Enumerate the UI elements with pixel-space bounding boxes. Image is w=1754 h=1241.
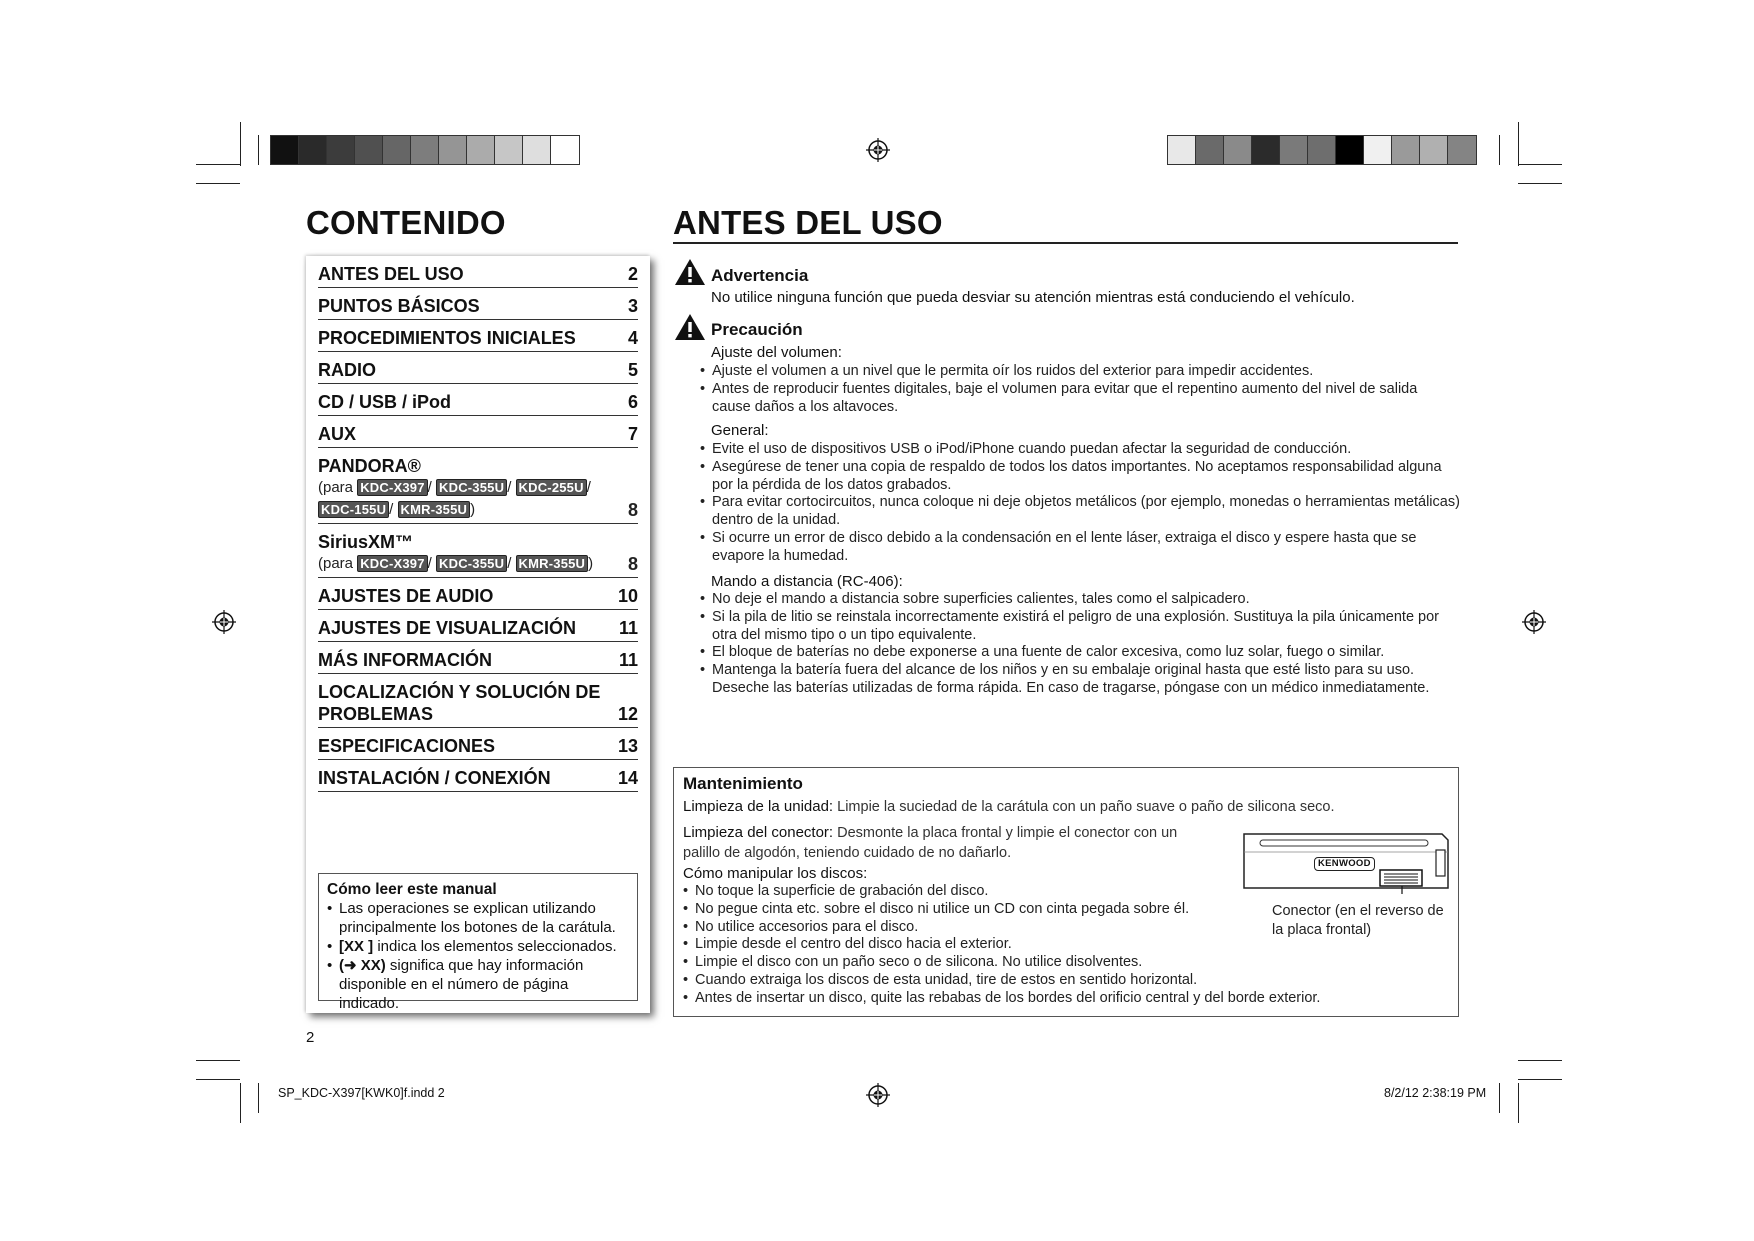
toc-entry[interactable]	[318, 760, 638, 792]
toc-entry-label: LOCALIZACIÓN Y SOLUCIÓN DE	[318, 682, 601, 702]
maintenance-title: Mantenimiento	[683, 774, 803, 793]
how-to-title: Cómo leer este manual	[327, 881, 497, 898]
list-item: • Limpie el disco con un paño seco o de silicona. No utilice disolventes.	[683, 954, 1443, 972]
color-swatch	[1308, 136, 1336, 164]
toc-entry-label: ESPECIFICACIONES	[318, 736, 496, 756]
toc-entry-page: 14	[617, 768, 638, 788]
color-swatch	[495, 136, 523, 164]
crop-mark	[240, 122, 241, 166]
remote-title: Mando a distancia (RC-406):	[711, 573, 903, 590]
toc-entry-label: AUX	[318, 424, 357, 444]
color-swatch	[439, 136, 467, 164]
color-swatch	[523, 136, 551, 164]
list-item: • Asegúrese de tener una copia de respaldo de todos los datos importantes. No aceptamos responsabilidad alguna por la pérdida de los datos grabados.	[700, 459, 1460, 495]
contents-title: CONTENIDO	[306, 204, 506, 241]
list-item: • Evite el uso de dispositivos USB o iPod/iPhone cuando puedan afectar la seguridad de conducción.	[700, 441, 1460, 459]
toc-entry-label: PROBLEMAS	[318, 704, 434, 724]
crop-mark	[1518, 1079, 1562, 1080]
toc-entry-page: 3	[627, 296, 638, 316]
list-item: • Mantenga la batería fuera del alcance de los niños y en su embalaje original hasta que esté listo para su uso. Deseche las baterías utilizadas de forma rápida. En caso de tragarse, póngase con un médico inmediatamente.	[700, 662, 1460, 698]
inline-label: Limpieza de la unidad:	[683, 798, 834, 815]
crop-mark	[1518, 1083, 1519, 1123]
list-item: • Limpie desde el centro del disco hacia el exterior.	[683, 936, 1443, 954]
warning-icon	[674, 258, 706, 286]
brand-logo: KENWOOD	[1314, 857, 1375, 871]
connector-caption: Conector (en el reverso de la placa frontal)	[1272, 903, 1444, 938]
inline-text: Desmonte la placa frontal y limpie el conector con un palillo de algodón, teniendo cuidado de no dañarlo.	[683, 825, 1178, 861]
model-separator: /	[389, 501, 394, 518]
model-tag: KDC-X397	[357, 479, 427, 496]
toc-entry-label: CD / USB / iPod	[318, 392, 452, 412]
color-swatch	[1252, 136, 1280, 164]
color-swatch	[355, 136, 383, 164]
toc-entry-label: RADIO	[318, 360, 376, 380]
toc-entry-page: 10	[617, 586, 638, 606]
crop-mark	[1518, 122, 1519, 166]
color-swatch	[1392, 136, 1420, 164]
color-bar-right	[1167, 135, 1477, 165]
color-swatch	[411, 136, 439, 164]
color-swatch	[299, 136, 327, 164]
toc-entry[interactable]	[318, 352, 638, 384]
model-separator: /	[507, 555, 512, 572]
crop-mark	[1518, 1060, 1562, 1061]
toc-entry-models	[318, 553, 638, 575]
discs-title: Cómo manipular los discos:	[683, 865, 868, 882]
model-separator: /	[427, 555, 432, 572]
toc-entry-siriusxm[interactable]	[318, 524, 638, 578]
registration-mark-icon	[866, 1083, 890, 1107]
list-item	[327, 937, 629, 956]
color-swatch	[271, 136, 299, 164]
list-item: • Antes de reproducir fuentes digitales, baje el volumen para evitar que el repentino aumento del nivel de salida cause daños a los altavoces.	[700, 381, 1460, 417]
crop-mark	[258, 135, 259, 165]
toc-entry-troubleshooting[interactable]	[318, 674, 638, 728]
toc-entry-page: 2	[627, 264, 638, 284]
how-to-list	[327, 899, 629, 1013]
toc-entry[interactable]	[318, 416, 638, 448]
toc-entry[interactable]	[318, 320, 638, 352]
title-rule	[673, 242, 1458, 244]
toc-entry-page: 12	[617, 704, 638, 724]
remote-list	[700, 591, 1460, 698]
toc-entry-line	[318, 703, 638, 725]
page-number: 2	[306, 1029, 315, 1046]
toc-entry[interactable]	[318, 642, 638, 674]
inline-bold: (➜ XX)	[339, 957, 386, 974]
toc-entry[interactable]	[318, 578, 638, 610]
model-tag: KDC-355U	[436, 479, 507, 496]
list-item: • No toque la superficie de grabación del disco.	[683, 883, 1443, 901]
toc-entry-page: 13	[617, 736, 638, 756]
general-title: General:	[711, 422, 769, 439]
crop-mark	[196, 1079, 240, 1080]
color-swatch	[1420, 136, 1448, 164]
volume-title: Ajuste del volumen:	[711, 344, 842, 361]
color-swatch	[551, 136, 579, 164]
model-tag: KDC-355U	[436, 555, 507, 572]
toc-entry-models	[318, 477, 638, 499]
crop-mark	[196, 1060, 240, 1061]
toc-entry-models-2	[318, 499, 638, 521]
toc-entry-label: PANDORA®	[318, 456, 421, 476]
list-item: • El bloque de baterías no debe exponerse a una fuente de calor excesiva, como luz solar, fuego o similar.	[700, 644, 1460, 662]
footer-timestamp: 8/2/12 2:38:19 PM	[1384, 1086, 1487, 1100]
list-item: • Si ocurre un error de disco debido a la condensación en el lente láser, extraiga el disco y espere hasta que se evapore la humedad.	[700, 530, 1460, 566]
toc-entry-page: 8	[627, 554, 638, 574]
crop-mark	[196, 164, 240, 165]
unit-cleaning	[683, 798, 1443, 817]
toc-entry-label: PROCEDIMIENTOS INICIALES	[318, 328, 576, 348]
list-item: • Para evitar cortocircuitos, nunca coloque ni deje objetos metálicos (por ejemplo, monedas o herramientas metálicas) dentro de la unidad.	[700, 494, 1460, 530]
how-to-read-box	[318, 873, 638, 1012]
maintenance-box	[673, 767, 1459, 1017]
toc-entry-label: ANTES DEL USO	[318, 264, 464, 284]
list-item: • No pegue cinta etc. sobre el disco ni utilice un CD con cinta pegada sobre él.	[683, 901, 1443, 919]
registration-mark-icon	[1522, 610, 1546, 634]
list-item: • Si la pila de litio se reinstala incorrectamente existirá el peligro de una explosión. Sustituya la pila únicamente por otra del mismo tipo o un tipo equivalente.	[700, 609, 1460, 645]
list-item	[327, 956, 629, 1013]
inline-text: Limpie la suciedad de la carátula con un paño suave o paño de silicona seco.	[833, 799, 1335, 815]
color-swatch	[383, 136, 411, 164]
list-item: • Las operaciones se explican utilizando principalmente los botones de la carátula.	[327, 899, 629, 937]
toc-entry-label: MÁS INFORMACIÓN	[318, 650, 492, 670]
model-separator: /	[427, 479, 432, 496]
list-item: • Antes de insertar un disco, quite las rebabas de los bordes del orificio central y del borde exterior.	[683, 990, 1443, 1008]
toc-entry-page: 11	[618, 650, 638, 670]
model-tag: KMR-355U	[398, 501, 471, 518]
volume-list	[700, 363, 1460, 416]
toc-entry[interactable]	[318, 256, 638, 288]
toc-entry-page: 11	[618, 618, 638, 638]
toc-entry-page: 6	[627, 392, 638, 412]
general-list	[700, 441, 1460, 566]
color-swatch	[327, 136, 355, 164]
before-use-title: ANTES DEL USO	[673, 204, 943, 241]
toc-entry[interactable]	[318, 288, 638, 320]
warning-text: No utilice ninguna función que pueda desviar su atención mientras está conduciendo el vehículo.	[711, 289, 1355, 306]
inline-text: indica los elementos seleccionados.	[373, 938, 617, 955]
color-swatch	[467, 136, 495, 164]
model-close: )	[588, 555, 594, 572]
toc-entry-page: 5	[627, 360, 638, 380]
model-tag: KMR-355U	[516, 555, 589, 572]
list-item: • Ajuste el volumen a un nivel que le permita oír los ruidos del exterior para impedir accidentes.	[700, 363, 1460, 381]
caution-icon	[674, 313, 706, 341]
crop-mark	[240, 1083, 241, 1123]
toc-entry-pandora[interactable]	[318, 448, 638, 524]
footer-file: SP_KDC-X397[KWK0]f.indd 2	[278, 1086, 445, 1100]
crop-mark	[1499, 1083, 1500, 1113]
model-tag: KDC-X397	[357, 555, 427, 572]
color-swatch	[1224, 136, 1252, 164]
toc-entry-label: AJUSTES DE AUDIO	[318, 586, 494, 606]
inline-text: significa que hay información disponible en el número de página indicado.	[339, 957, 584, 1012]
color-swatch	[1336, 136, 1364, 164]
color-swatch	[1168, 136, 1196, 164]
color-swatch	[1448, 136, 1476, 164]
model-prefix: (para	[318, 555, 354, 572]
model-prefix: (para	[318, 479, 354, 496]
toc-entry-page: 4	[627, 328, 638, 348]
crop-mark	[1518, 164, 1562, 165]
caution-title: Precaución	[711, 320, 803, 339]
warning-title: Advertencia	[711, 266, 809, 285]
toc-entry-label: SiriusXM™	[318, 532, 414, 552]
crop-mark	[1499, 135, 1500, 165]
faceplate-illustration	[1242, 832, 1452, 894]
list-item: • No utilice accesorios para el disco.	[683, 919, 1443, 937]
crop-mark	[258, 1083, 259, 1113]
contents-panel	[306, 256, 650, 1013]
crop-mark	[1518, 183, 1562, 184]
toc-entry-page: 7	[627, 424, 638, 444]
crop-mark	[196, 183, 240, 184]
list-item: • Cuando extraiga los discos de esta unidad, tire de estos en sentido horizontal.	[683, 972, 1443, 990]
contents-list	[318, 256, 638, 792]
color-bar-left	[270, 135, 580, 165]
model-close: )	[470, 501, 476, 518]
model-separator: /	[586, 479, 591, 496]
registration-mark-icon	[212, 610, 236, 634]
registration-mark-icon	[866, 138, 890, 162]
toc-entry-label: AJUSTES DE VISUALIZACIÓN	[318, 618, 577, 638]
inline-label: Limpieza del conector:	[683, 824, 834, 841]
model-separator: /	[507, 479, 512, 496]
toc-entry[interactable]	[318, 384, 638, 416]
model-tag: KDC-155U	[318, 501, 389, 518]
color-swatch	[1280, 136, 1308, 164]
color-swatch	[1364, 136, 1392, 164]
toc-entry-label: INSTALACIÓN / CONEXIÓN	[318, 768, 551, 788]
connector-cleaning	[683, 823, 1213, 863]
toc-entry-page: 8	[627, 500, 638, 520]
toc-entry[interactable]	[318, 728, 638, 760]
color-swatch	[1196, 136, 1224, 164]
list-item: • No deje el mando a distancia sobre superficies calientes, tales como el salpicadero.	[700, 591, 1460, 609]
toc-entry[interactable]	[318, 610, 638, 642]
inline-bold: [XX ]	[339, 938, 374, 955]
toc-entry-label: PUNTOS BÁSICOS	[318, 296, 480, 316]
model-tag: KDC-255U	[516, 479, 587, 496]
